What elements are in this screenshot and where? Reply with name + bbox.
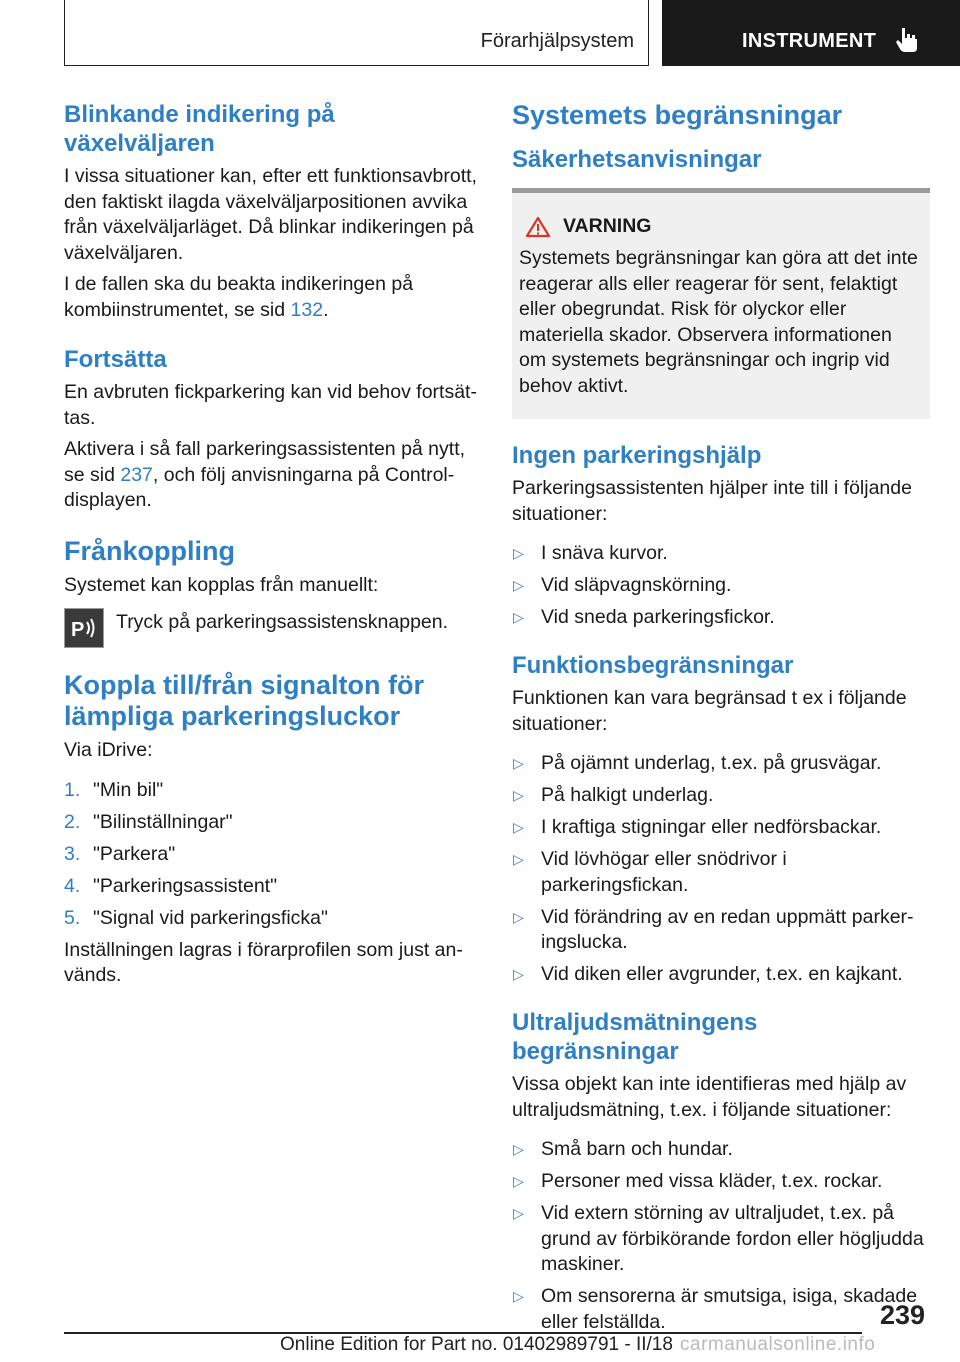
- ingen-heading: Ingen parkeringshjälp: [512, 442, 762, 469]
- header-chapter-label: INSTRUMENT: [742, 30, 877, 52]
- list-item: ▷ Vid diken eller avgrunder, t.ex. en kajkant.: [512, 962, 930, 988]
- list-item: ▷ I snäva kurvor.: [512, 541, 930, 567]
- list-item: ▷ Vid förändring av en redan uppmätt parkeringslucka.: [512, 905, 930, 956]
- header-section-label: Förarhjälpsystem: [480, 30, 634, 52]
- fortsatta-paragraph-2: Aktivera i så fall parkeringsassistenten på nytt, se sid 237, och följ anvisningarna på Control-displayen.: [64, 438, 466, 511]
- list-item: ▷ Personer med vissa kläder, t.ex. rockar.: [512, 1169, 930, 1195]
- page-link-237[interactable]: 237: [120, 463, 153, 486]
- hand-pointer-icon: [894, 26, 920, 54]
- list-item: ▷ Vid sneda parkeringsfickor.: [512, 605, 930, 631]
- bullet-triangle-icon: ▷: [513, 1288, 524, 1304]
- funktion-intro: Funktionen kan vara begränsad t ex i följande situationer:: [512, 687, 907, 735]
- parking-button-text: Tryck på parkeringsassistensknappen.: [116, 611, 449, 633]
- ingen-intro: Parkeringsassistenten hjälper inte till i följande situationer:: [512, 477, 912, 525]
- page-number: 239: [880, 1300, 926, 1330]
- header-chapter-tab: [662, 0, 960, 66]
- funktion-list: [512, 751, 930, 988]
- list-item: ▷ I kraftiga stigningar eller nedförsbackar.: [512, 815, 930, 841]
- bullet-triangle-icon: ▷: [513, 577, 524, 593]
- bullet-triangle-icon: ▷: [513, 908, 524, 925]
- fortsatta-paragraph-1: En avbruten fickparkering kan vid behov fortsättas.: [64, 381, 477, 429]
- footer-edition: Online Edition for Part no. 01402989791 - II/18: [280, 1334, 673, 1355]
- funktion-heading: Funktionsbegränsningar: [512, 652, 794, 679]
- ingen-list: [512, 541, 930, 631]
- bullet-triangle-icon: ▷: [513, 851, 524, 867]
- left-column: [64, 100, 480, 989]
- list-item: ▷ Om sensorerna är smutsiga, isiga, skadade eller felställda.: [512, 1284, 930, 1335]
- warning-text: Systemets begränsningar kan göra att det inte reagerar alls eller reagerar för sent, felaktigt eller obegrundat. Risk för olyckor eller materiella skador. Observera informationen om systemets begränsningar och ingrip vid behov aktivt.: [519, 247, 918, 397]
- bullet-triangle-icon: ▷: [513, 1141, 524, 1157]
- header-section-tab: [64, 0, 649, 66]
- list-item: 3. "Parkera": [64, 842, 176, 865]
- frankoppling-heading: Frånkoppling: [64, 535, 235, 566]
- blink-paragraph-1: I vissa situationer kan, efter ett funktionsavbrott, den faktiskt ilagda växelväljarpositionen avvika från växelväljarläget. Då blinkar indikeringen på växelväljaren.: [64, 165, 477, 264]
- bullet-triangle-icon: ▷: [513, 545, 524, 561]
- bullet-triangle-icon: ▷: [513, 966, 524, 982]
- bullet-triangle-icon: ▷: [513, 609, 524, 625]
- koppla-intro: Via iDrive:: [64, 739, 153, 761]
- list-item: ▷ På ojämnt underlag, t.ex. på grusvägar.: [512, 751, 930, 777]
- page-link-132[interactable]: 132: [290, 298, 324, 321]
- svg-text:P: P: [71, 619, 85, 641]
- list-item: ▷ Vid lövhögar eller snödrivor i parkeringsfickan.: [512, 847, 930, 898]
- right-column: [512, 100, 930, 1342]
- koppla-outro: Inställningen lagras i förarprofilen som just används.: [64, 938, 463, 986]
- bullet-triangle-icon: ▷: [513, 755, 524, 771]
- list-item: 1. "Min bil": [64, 778, 164, 801]
- ultra-heading: Ultraljudsmätningens begränsningar: [512, 1009, 758, 1065]
- list-item: ▷ Vid släpvagnskörning.: [512, 573, 930, 599]
- list-item: ▷ På halkigt underlag.: [512, 783, 930, 809]
- bullet-triangle-icon: ▷: [513, 787, 524, 803]
- list-item: 4. "Parkeringsassistent": [64, 874, 278, 897]
- parking-assist-button-icon: [64, 608, 104, 648]
- ultra-list: [512, 1137, 930, 1335]
- list-item: 2. "Bilinställningar": [64, 810, 233, 833]
- bullet-triangle-icon: ▷: [513, 1205, 524, 1221]
- list-item: 5. "Signal vid parkeringsficka": [64, 906, 328, 929]
- warning-label: VARNING: [563, 215, 652, 237]
- safety-heading: Säkerhetsanvisningar: [512, 146, 762, 173]
- warning-triangle-icon: [525, 216, 551, 238]
- bullet-triangle-icon: ▷: [513, 819, 524, 835]
- footer-watermark: carmanualsonline.info: [680, 1334, 876, 1355]
- parking-button-instruction: [64, 608, 480, 648]
- list-item: ▷ Små barn och hundar.: [512, 1137, 930, 1163]
- blink-heading: Blinkande indikering på växelväljaren: [64, 101, 335, 157]
- blink-paragraph-2: I de fallen ska du beakta indikeringen på kombiinstrumentet, se sid 132.: [64, 273, 414, 321]
- warning-box: [512, 188, 930, 419]
- fortsatta-heading: Fortsätta: [64, 346, 167, 373]
- frankoppling-paragraph: Systemet kan kopplas från manuellt:: [64, 573, 379, 596]
- koppla-heading: Koppla till/från signalton för lämpliga parkeringsluckor: [64, 670, 424, 731]
- ultra-intro: Vissa objekt kan inte identifieras med hjälp av ultraljudsmätning, t.ex. i följande situationer:: [512, 1073, 907, 1121]
- list-item: ▷ Vid extern störning av ultraljudet, t.ex. på grund av förbikörande fordon eller högljudda maskiner.: [512, 1201, 930, 1278]
- idrive-steps-list: [64, 778, 480, 932]
- bullet-triangle-icon: ▷: [513, 1173, 524, 1189]
- limits-heading: Systemets begränsningar: [512, 100, 843, 130]
- warning-header: [519, 215, 923, 238]
